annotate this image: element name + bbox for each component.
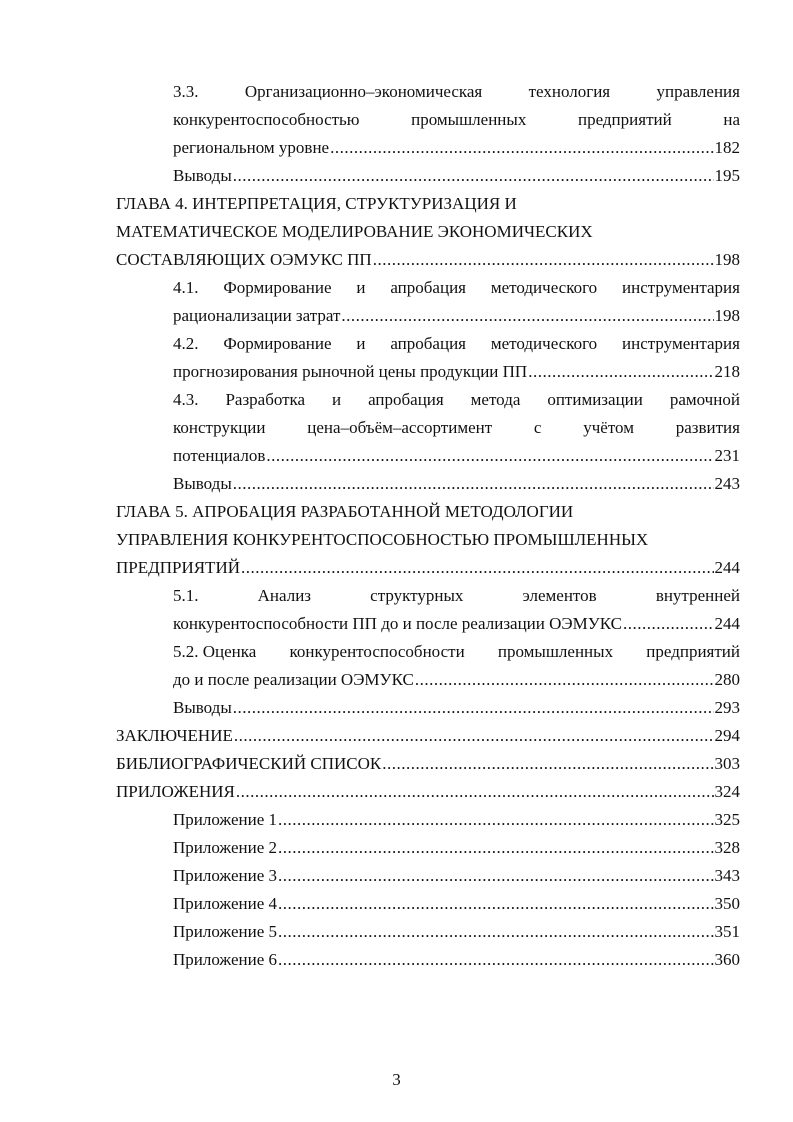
toc-page-number: 244 [714, 558, 740, 577]
toc-word: внутренней [655, 586, 740, 605]
toc-entry-appendix-6 [173, 946, 740, 974]
toc-entry-title: конкурентоспособности ПП до и после реализации ОЭМУКС [173, 614, 623, 633]
toc-entry-3-3-line-1 [173, 78, 740, 106]
toc-word: на [723, 110, 740, 129]
leader-dots [528, 358, 713, 386]
leader-dots [278, 918, 714, 946]
toc-word: цена–объём–ассортимент [307, 418, 493, 437]
toc-word: 4.1. [173, 278, 199, 297]
toc-entry-title: Выводы [173, 698, 232, 717]
toc-entry-4-2-line-1 [173, 330, 740, 358]
toc-entry-title: Выводы [173, 474, 232, 493]
toc-word: Формирование [223, 334, 332, 353]
toc-chapter-4-line-3 [116, 246, 740, 274]
toc-word: учётом [583, 418, 634, 437]
toc-word: оптимизации [547, 390, 643, 409]
toc-entry-4-1-line-1 [173, 274, 740, 302]
leader-dots [623, 610, 713, 638]
toc-page-number: 294 [714, 726, 740, 745]
toc-entry-5-1-line-1 [173, 582, 740, 610]
toc-word: апробация [390, 278, 466, 297]
leader-dots [278, 806, 714, 834]
toc-word: Анализ [257, 586, 312, 605]
toc-word: 4.3. [173, 390, 199, 409]
toc-word: управления [656, 82, 740, 101]
leader-dots [233, 162, 714, 190]
toc-word: конкурентоспособности [289, 642, 465, 661]
toc-word: конкурентоспособностью [173, 110, 360, 129]
toc-entry-conclusions-4 [173, 470, 740, 498]
toc-word: развития [675, 418, 740, 437]
toc-entry-4-3-line-1 [173, 386, 740, 414]
toc-chapter-4-line-1: ГЛАВА 4. ИНТЕРПРЕТАЦИЯ, СТРУКТУРИЗАЦИЯ И [116, 194, 517, 213]
leader-dots [278, 834, 714, 862]
toc-word: апробация [390, 334, 466, 353]
leader-dots [382, 750, 713, 778]
leader-dots [233, 694, 714, 722]
toc-word: 5.1. [173, 586, 199, 605]
toc-entry-conclusion [116, 722, 740, 750]
toc-chapter-5-line-1: ГЛАВА 5. АПРОБАЦИЯ РАЗРАБОТАННОЙ МЕТОДОЛОГИИ [116, 502, 574, 521]
toc-entry-title: Приложение 2 [173, 838, 277, 857]
toc-word: Формирование [223, 278, 332, 297]
toc-entry-title: Приложение 5 [173, 922, 277, 941]
toc-entry-title: ПРИЛОЖЕНИЯ [116, 782, 235, 801]
toc-page-number: 280 [714, 670, 740, 689]
toc-page-number: 243 [714, 474, 740, 493]
toc-word: элементов [522, 586, 597, 605]
toc-word: конструкции [173, 418, 266, 437]
toc-entry-title: потенциалов [173, 446, 266, 465]
toc-page-number: 293 [714, 698, 740, 717]
leader-dots [266, 442, 713, 470]
toc-entry-conclusions-5 [173, 694, 740, 722]
toc-page-number: 198 [714, 250, 740, 269]
toc-entry-bibliography [116, 750, 740, 778]
toc-word: промышленных [411, 110, 527, 129]
toc-word: технология [528, 82, 611, 101]
leader-dots [278, 946, 714, 974]
toc-word: рамочной [669, 390, 740, 409]
toc-entry-5-2-line-1 [173, 638, 740, 666]
toc-entry-appendix-1 [173, 806, 740, 834]
toc-chapter-5-line-2: УПРАВЛЕНИЯ КОНКУРЕНТОСПОСОБНОСТЬЮ ПРОМЫШЛЕННЫХ [116, 530, 649, 549]
toc-entry-title: БИБЛИОГРАФИЧЕСКИЙ СПИСОК [116, 754, 382, 773]
toc-entry-4-2-line-2 [173, 358, 740, 386]
toc-entry-appendix-2 [173, 834, 740, 862]
toc-page-number: 351 [714, 922, 740, 941]
toc-entry-3-3-line-3 [173, 134, 740, 162]
toc-entry-title: Приложение 4 [173, 894, 277, 913]
toc-word: Разработка [225, 390, 306, 409]
toc-word: структурных [370, 586, 464, 605]
leader-dots [233, 470, 714, 498]
leader-dots [415, 666, 714, 694]
toc-word: 3.3. [173, 82, 199, 101]
toc-page-number: 303 [714, 754, 740, 773]
leader-dots [241, 554, 714, 582]
toc-word: апробация [368, 390, 444, 409]
toc-word: инструментария [622, 278, 740, 297]
toc-entry-conclusions-3 [173, 162, 740, 190]
toc-chapter-4-line-2: МАТЕМАТИЧЕСКОЕ МОДЕЛИРОВАНИЕ ЭКОНОМИЧЕСКИХ [116, 222, 593, 241]
toc-entry-appendix-4 [173, 890, 740, 918]
toc-word: инструментария [622, 334, 740, 353]
toc-word: с [533, 418, 542, 437]
leader-dots [330, 134, 713, 162]
toc-entry-4-3-line-3 [173, 442, 740, 470]
toc-entry-5-1-line-2 [173, 610, 740, 638]
toc-entry-appendix-3 [173, 862, 740, 890]
leader-dots [234, 722, 714, 750]
toc-page-number: 244 [714, 614, 740, 633]
toc-page-number: 324 [714, 782, 740, 801]
toc-page-number: 218 [714, 362, 740, 381]
toc-entry-title: ПРЕДПРИЯТИЙ [116, 558, 240, 577]
toc-entry-title: Выводы [173, 166, 232, 185]
toc-entry-title: региональном уровне [173, 138, 330, 157]
toc-entry-title: до и после реализации ОЭМУКС [173, 670, 414, 689]
toc-page-number: 343 [714, 866, 740, 885]
toc-word: и [356, 334, 366, 353]
toc-entry-title: Приложение 1 [173, 810, 277, 829]
toc-page-number: 328 [714, 838, 740, 857]
toc-chapter-5-line-3 [116, 554, 740, 582]
toc-word: методического [490, 278, 598, 297]
leader-dots [373, 246, 714, 274]
toc-word: предприятий [577, 110, 672, 129]
toc-page-number: 195 [714, 166, 740, 185]
toc-page-number: 360 [714, 950, 740, 969]
toc-entry-3-3-line-2 [173, 106, 740, 134]
toc-page-number: 182 [714, 138, 740, 157]
leader-dots [278, 890, 714, 918]
leader-dots [341, 302, 713, 330]
toc-word: и [356, 278, 366, 297]
toc-word: 5.2. Оценка [173, 642, 257, 661]
leader-dots [278, 862, 714, 890]
page-number: 3 [392, 1070, 401, 1089]
toc-entry-title: ЗАКЛЮЧЕНИЕ [116, 726, 233, 745]
toc-entry-appendices [116, 778, 740, 806]
toc-word: предприятий [646, 642, 740, 661]
toc-word: 4.2. [173, 334, 199, 353]
toc-entry-5-2-line-2 [173, 666, 740, 694]
toc-entry-appendix-5 [173, 918, 740, 946]
toc-entry-4-3-line-2 [173, 414, 740, 442]
toc-entry-4-1-line-2 [173, 302, 740, 330]
toc-entry-title: рационализации затрат [173, 306, 341, 325]
toc-page-number: 350 [714, 894, 740, 913]
toc-word: метода [470, 390, 521, 409]
toc-entry-title: Приложение 3 [173, 866, 277, 885]
toc-entry-title: Приложение 6 [173, 950, 277, 969]
toc-word: Организационно–экономическая [244, 82, 483, 101]
toc-entry-title: прогнозирования рыночной цены продукции ПП [173, 362, 528, 381]
toc-entry-title: СОСТАВЛЯЮЩИХ ОЭМУКС ПП [116, 250, 372, 269]
toc-word: и [332, 390, 342, 409]
toc-page-number: 231 [714, 446, 740, 465]
toc-page-number: 325 [714, 810, 740, 829]
toc-page-number: 198 [714, 306, 740, 325]
toc-word: методического [490, 334, 598, 353]
leader-dots [236, 778, 714, 806]
toc-word: промышленных [497, 642, 614, 661]
